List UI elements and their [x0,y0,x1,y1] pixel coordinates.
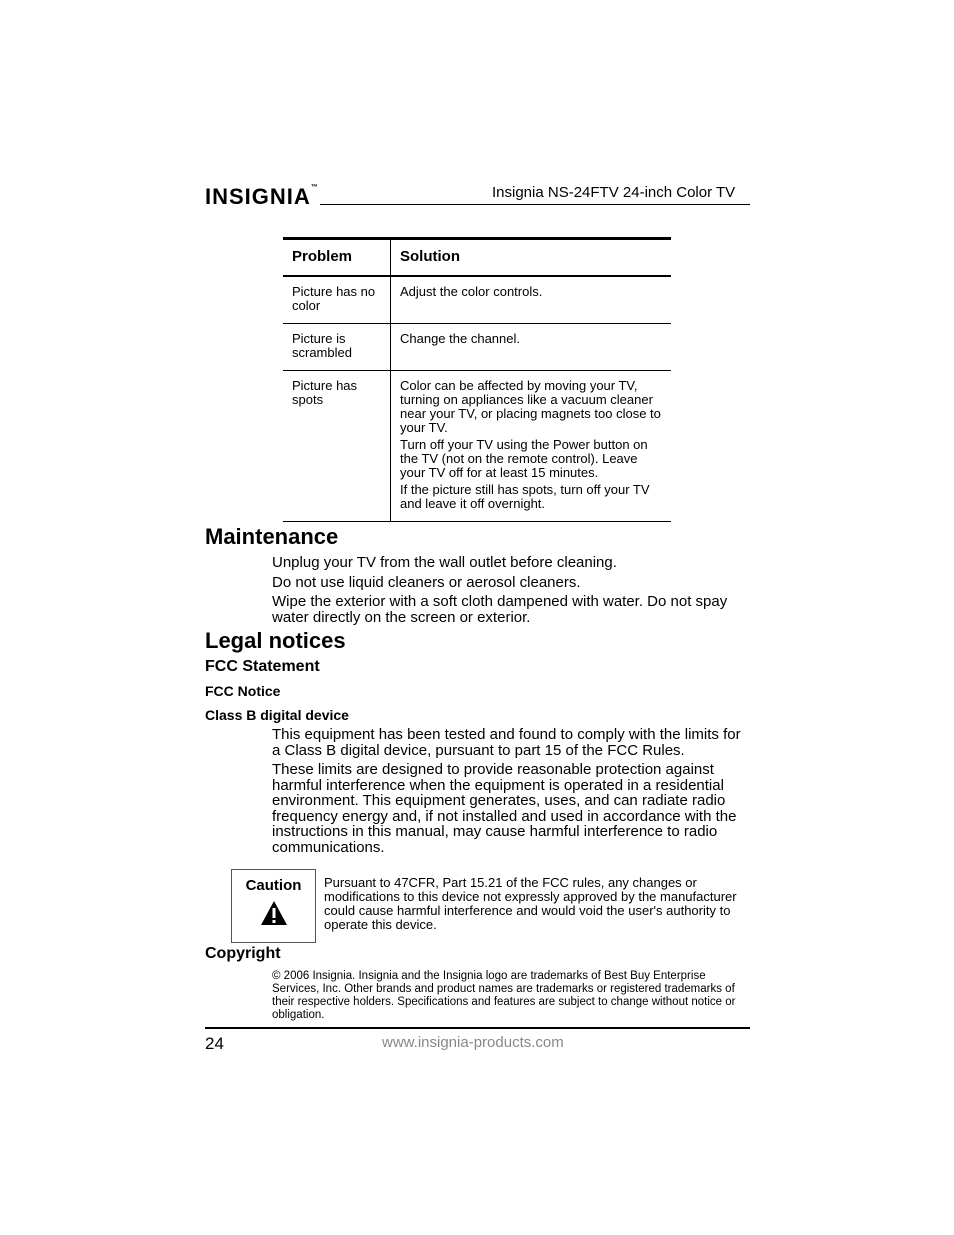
class-b-heading: Class B digital device [205,707,349,723]
page-number: 24 [205,1034,224,1053]
caution-box [231,869,316,943]
header-rule [320,204,750,205]
table-row [283,276,671,324]
solution-cell [391,276,672,324]
table-row [283,371,671,522]
caution-text: Pursuant to 47CFR, Part 15.21 of the FCC rules, any changes or modifications to this device not expressly approved by the manufacturer could cause harmful interference and would void the user's authority to operate this device. [324,875,737,932]
fcc-paragraph: This equipment has been tested and found to comply with the limits for a Class B digital device, pursuant to part 15 of the FCC Rules. [272,726,741,759]
fcc-statement-heading: FCC Statement [205,658,320,675]
document-title: Insignia NS-24FTV 24-inch Color TV [492,184,736,201]
solution-paragraph: Change the channel. [400,331,520,346]
problem-cell: Picture is scrambled [283,324,391,371]
solution-paragraph: If the picture still has spots, turn off your TV and leave it off overnight. [400,482,650,511]
insignia-logo: INSIGNIA™ [205,184,318,209]
maintenance-body [272,555,750,629]
footer-rule [205,1027,750,1029]
caution-label: Caution [245,877,302,894]
maintenance-heading: Maintenance [205,524,339,549]
fcc-paragraph: These limits are designed to provide reasonable protection against harmful interference when the equipment is operated in a residential environment. This equipment generates, uses, and can radiate radio frequency energy and, if not installed and used in accordance with the instructions in this manual, may cause harmful interference to radio communications. [272,761,737,856]
column-header-solution: Solution [391,239,672,277]
copyright-heading: Copyright [205,945,281,962]
footer-url: www.insignia-products.com [382,1034,564,1051]
problem-cell: Picture has spots [283,371,391,522]
solution-cell [391,324,672,371]
maintenance-paragraph: Wipe the exterior with a soft cloth dampened with water. Do not spay water directly on the screen or exterior. [272,593,728,626]
solution-cell [391,371,672,522]
solution-paragraph: Turn off your TV using the Power button on the TV (not on the remote control). Leave your TV off for at least 15 minutes. [400,437,648,480]
solution-paragraph: Color can be affected by moving your TV, turning on appliances like a vacuum cleaner near your TV, or placing magnets too close to your TV. [400,378,661,435]
solution-paragraph: Adjust the color controls. [400,284,543,299]
troubleshooting-table [283,237,671,522]
legal-notices-heading: Legal notices [205,628,346,653]
table-header-row [283,239,671,277]
column-header-problem: Problem [283,239,391,277]
warning-triangle-icon [260,900,288,926]
fcc-notice-heading: FCC Notice [205,683,281,699]
maintenance-paragraph: Unplug your TV from the wall outlet before cleaning. [272,554,617,571]
problem-cell: Picture has no color [283,276,391,324]
copyright-text: © 2006 Insignia. Insignia and the Insignia logo are trademarks of Best Buy Enterprise Services, Inc. Other brands and product names are trademarks or registered trademarks of their respective holders. Specifications and features are subject to change without notice or obligation. [272,970,736,1021]
maintenance-paragraph: Do not use liquid cleaners or aerosol cleaners. [272,573,581,591]
fcc-body [272,727,750,859]
table-row [283,324,671,371]
